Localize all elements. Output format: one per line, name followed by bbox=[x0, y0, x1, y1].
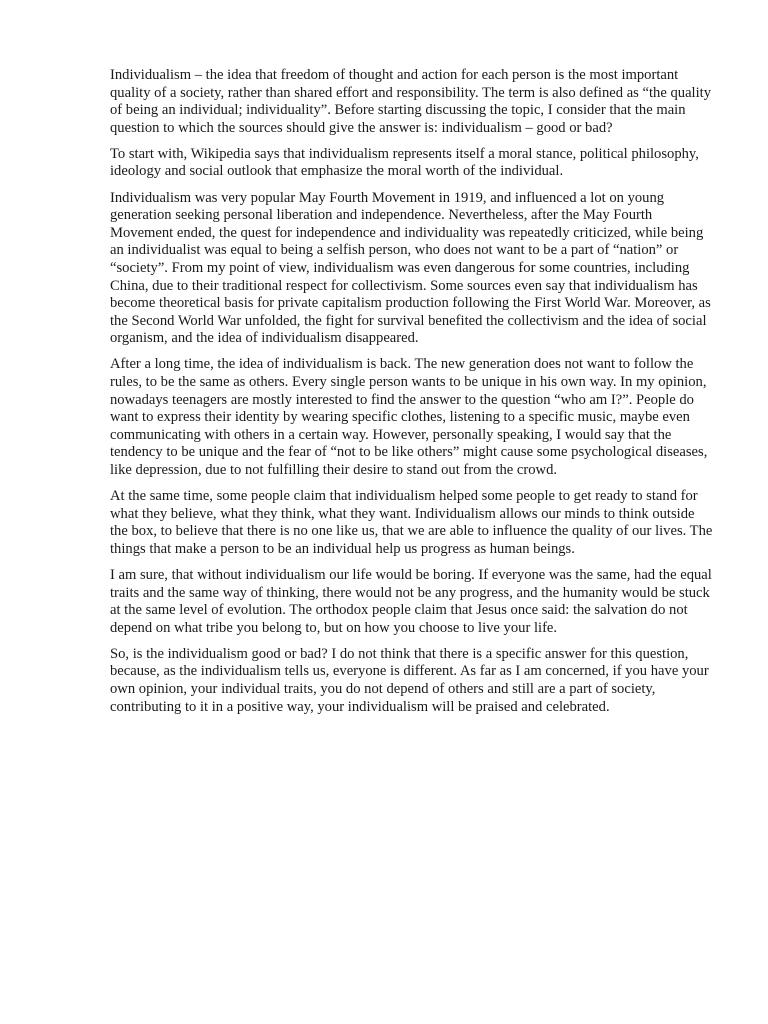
paragraph-may-fourth: Individualism was very popular May Fourth Movement in 1919, and influenced a lot on young generation seeking personal liberation and independence. Nevertheless, after the May Fourth Movement ended, the quest for independence and individuality was repeatedly criticized, while being an individualist was equal to being a selfish person, who does not want to be a part of “nation” or “society”. From my point of view, individualism was even dangerous for some countries, including China, due to their traditional respect for collectivism. Some sources even say that individualism has become theoretical basis for private capitalism production following the First World War. Moreover, as the Second World War unfolded, the fight for survival benefited the collectivism and the idea of social organism, and the idea of individualism disappeared. bbox=[110, 189, 711, 347]
paragraph-benefits: At the same time, some people claim that individualism helped some people to get ready to stand for what they believe, what they think, what they want. Individualism allows our minds to think outside the box, to believe that there is no one like us, that we are able to influence the quality of our lives. The things that make a person to be an individual help us progress as human beings. bbox=[110, 488, 713, 557]
paragraph-intro: Individualism – the idea that freedom of thought and action for each person is the most important quality of a society, rather than shared effort and responsibility. The term is also defined as “the quality of being an individual; individuality”. Before starting discussing the topic, I consider that the main question to which the sources should give the answer is: individualism – good or bad? bbox=[110, 67, 712, 136]
paragraph-conclusion: So, is the individualism good or bad? I do not think that there is a specific answer for this question, because, as the individualism tells us, everyone is different. As far as I am concerned, if you have your own opinion, your individual traits, you do not depend of others and still are a part of society, contributing to it in a positive way, your individualism will be praised and celebrated. bbox=[110, 645, 709, 715]
paragraph-wikipedia: To start with, Wikipedia says that individualism represents itself a moral stance, political philosophy, ideology and social outlook that emphasize the moral worth of the individual. bbox=[110, 145, 699, 180]
paragraph-opinion: I am sure, that without individualism our life would be boring. If everyone was the same, had the equal traits and the same way of thinking, there would not be any progress, and the humanity would be stuck at the same level of evolution. The orthodox people claim that Jesus once said: the salvation do not depend on what tribe you belong to, but on how you choose to live your life. bbox=[110, 566, 712, 636]
document-body bbox=[110, 67, 714, 725]
paragraph-comeback: After a long time, the idea of individualism is back. The new generation does not want to follow the rules, to be the same as others. Every single person wants to be unique in his own way. In my opinion, nowadays teenagers are mostly interested to find the answer to the question “who am I?”. People do want to express their identity by wearing specific clothes, listening to a specific music, maybe even communicating with others in a certain way. However, personally speaking, I would say that the tendency to be unique and the fear of “not to be like others” might cause some psychological diseases, like depression, due to not fulfilling their desire to stand out from the crowd. bbox=[110, 356, 708, 478]
